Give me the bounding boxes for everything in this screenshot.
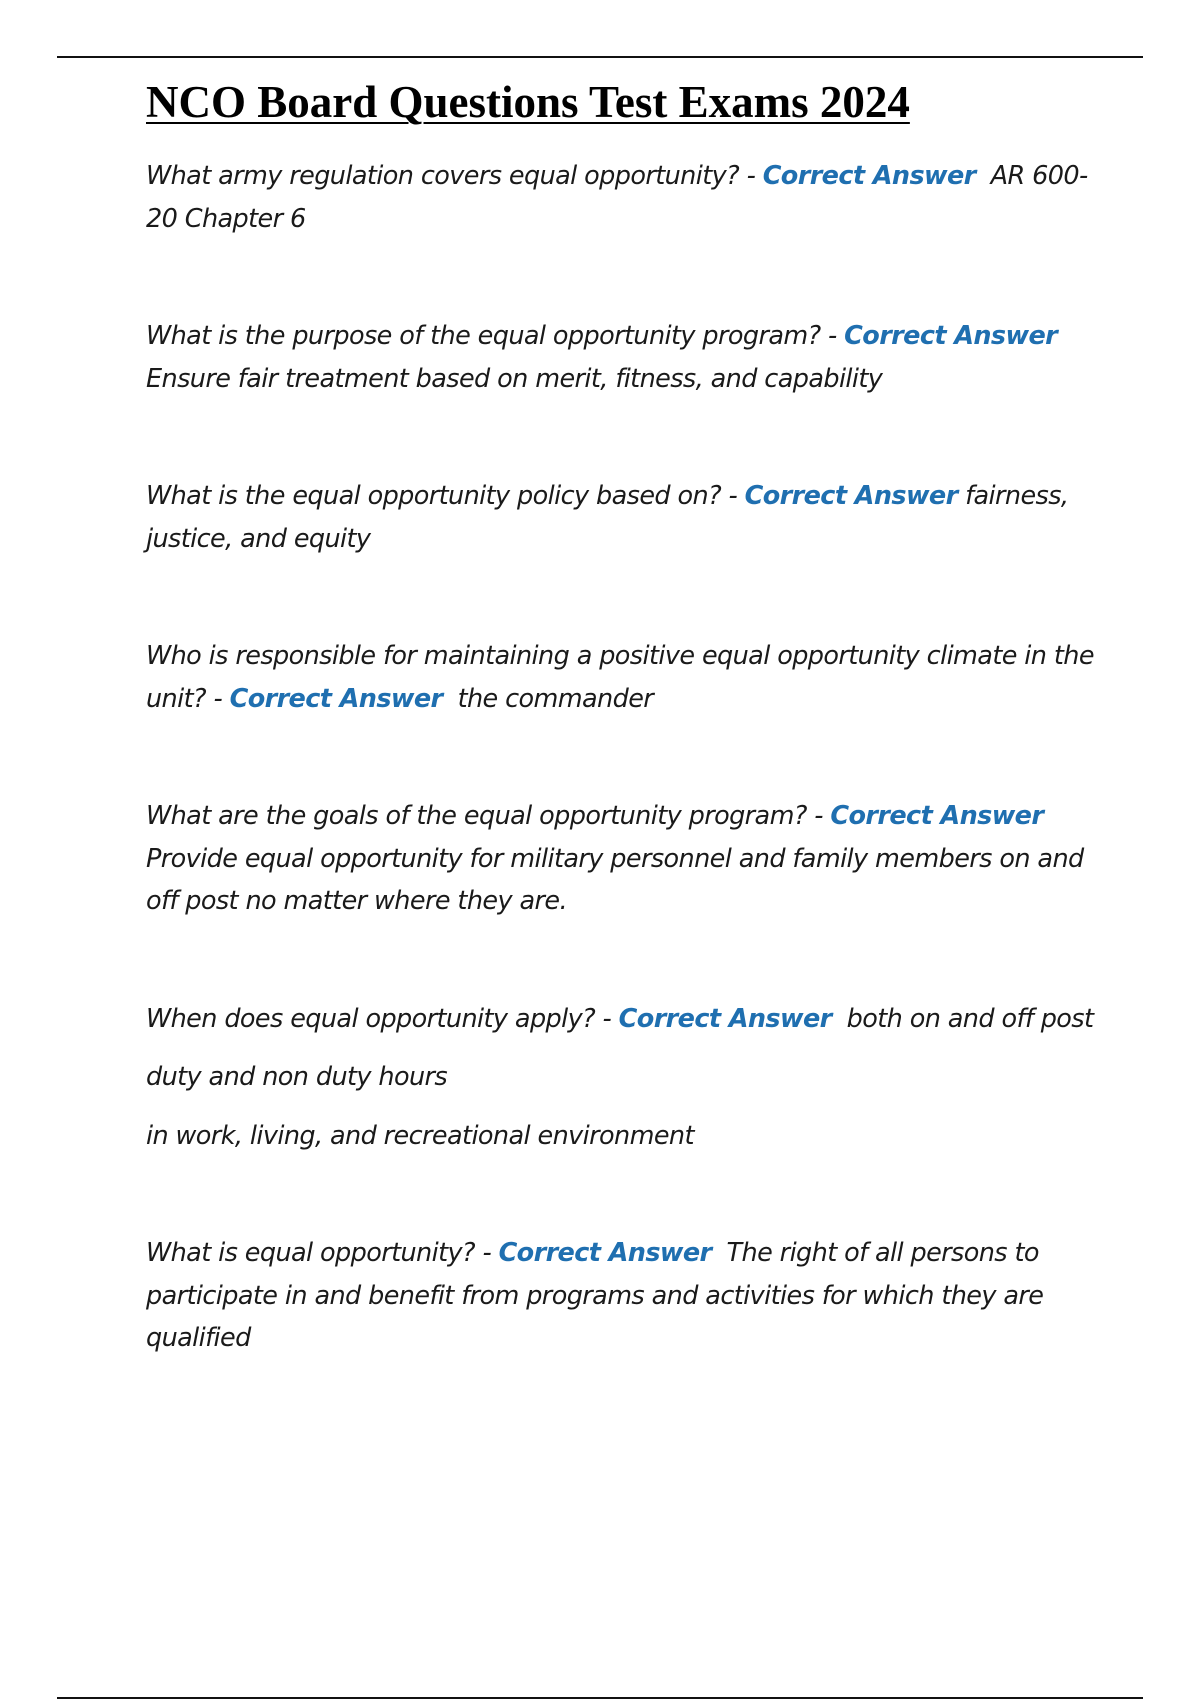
answer-label: Correct Answer	[618, 1003, 832, 1034]
answer-text: both on and off post	[846, 1003, 1094, 1034]
question-text: What are the goals of the equal opportunity program?	[146, 801, 807, 831]
qa-first-line	[146, 315, 1096, 400]
answer-line: in work, living, and recreational environment	[146, 1120, 694, 1151]
qa-first-line	[146, 998, 1096, 1041]
qa-item	[146, 315, 1096, 400]
answer-line: duty and non duty hours	[146, 1062, 448, 1092]
top-rule	[57, 56, 1143, 58]
qa-first-line	[146, 1232, 1096, 1360]
answer-label: Correct Answer	[498, 1238, 712, 1268]
answer-text: the commander	[457, 683, 654, 714]
answer-label: Correct Answer	[830, 801, 1044, 831]
document-title: NCO Board Questions Test Exams 2024	[146, 77, 910, 127]
separator: -	[806, 801, 831, 831]
question-text: What is the equal opportunity policy based on?	[146, 481, 721, 511]
answer-text: fairness, justice, and equity	[146, 481, 1069, 554]
separator: -	[739, 161, 763, 191]
answer-text: Ensure fair treatment based on merit, fitness, and capability	[146, 363, 883, 394]
answer-label: Correct Answer	[762, 161, 976, 191]
answer-text: The right of all persons to participate in and benefit from programs and activities for which they are qualified	[146, 1238, 1044, 1353]
qa-item	[146, 155, 1096, 240]
qa-item	[146, 998, 1096, 1158]
qa-first-line	[146, 795, 1096, 923]
question-text: What is equal opportunity?	[146, 1238, 475, 1268]
answer-label: Correct Answer	[744, 481, 958, 511]
qa-first-line	[146, 635, 1096, 720]
qa-item	[146, 795, 1096, 923]
question-text: When does equal opportunity apply?	[146, 1003, 596, 1034]
question-text: Who is responsible for maintaining a positive equal opportunity climate in the unit?	[146, 641, 1094, 714]
separator: -	[721, 481, 745, 511]
answer-label: Correct Answer	[229, 683, 443, 714]
qa-item	[146, 1232, 1096, 1360]
bottom-rule	[57, 1697, 1143, 1699]
separator: -	[474, 1238, 499, 1268]
question-text: What army regulation covers equal opportunity?	[146, 161, 740, 191]
qa-first-line	[146, 475, 1096, 560]
answer-text: Provide equal opportunity for military personnel and family members on and off post no matter where they are.	[146, 843, 1084, 916]
separator: -	[820, 321, 845, 351]
separator: -	[595, 1003, 619, 1034]
qa-item	[146, 475, 1096, 560]
separator: -	[205, 683, 230, 714]
qa-list	[146, 155, 1096, 1435]
qa-first-line	[146, 155, 1096, 240]
qa-item	[146, 635, 1096, 720]
answer-text: AR 600-20 Chapter 6	[146, 161, 1088, 234]
answer-label: Correct Answer	[844, 321, 1058, 351]
question-text: What is the purpose of the equal opportunity program?	[146, 321, 821, 351]
